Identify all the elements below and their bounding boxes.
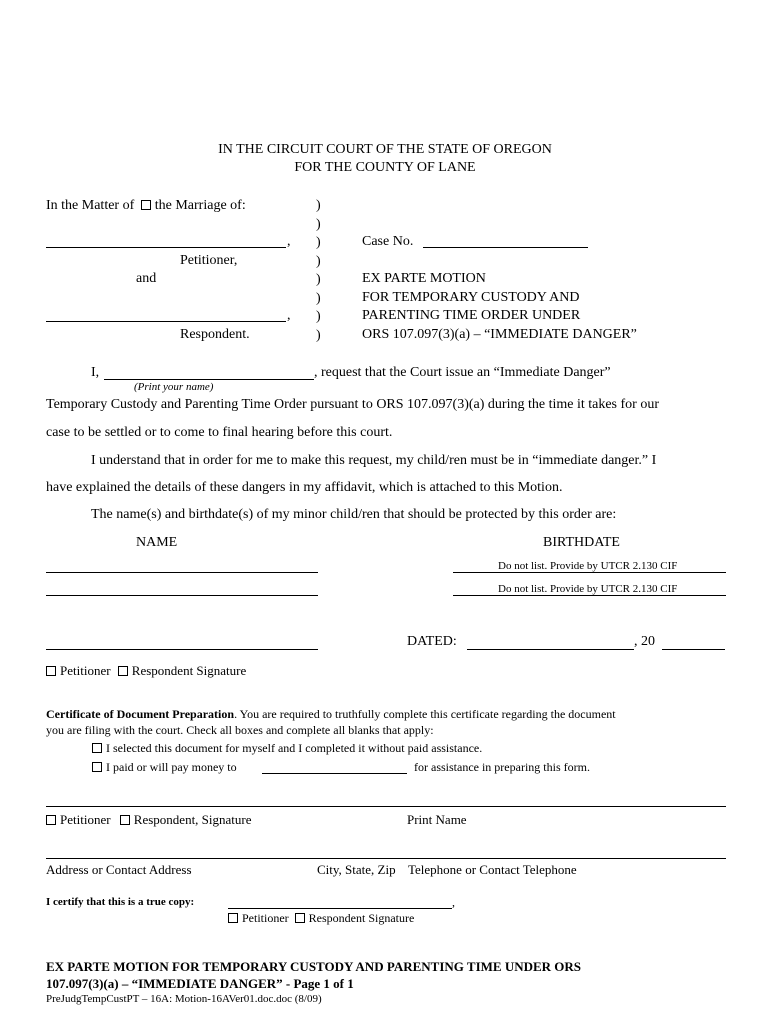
footer-file-ref: PreJudgTempCustPT – 16A: Motion-16AVer01.doc.doc (8/09) bbox=[46, 993, 322, 1005]
certify-petitioner-label: Petitioner bbox=[242, 911, 289, 925]
certify-role-line bbox=[228, 911, 414, 926]
preparer-role-line bbox=[46, 812, 252, 828]
petitioner-label: Petitioner, bbox=[180, 253, 238, 268]
certificate-intro-line2: you are filing with the court. Check all boxes and complete all blanks that apply: bbox=[46, 723, 434, 737]
preparer-signature-line[interactable] bbox=[46, 806, 726, 807]
your-name-input[interactable] bbox=[104, 379, 314, 380]
certify-comma: , bbox=[452, 895, 455, 909]
respondent-checkbox[interactable] bbox=[118, 666, 128, 676]
preparer-respondent-label: Respondent, Signature bbox=[133, 812, 252, 827]
motion-title-line4: ORS 107.097(3)(a) – “IMMEDIATE DANGER” bbox=[362, 327, 637, 342]
caption-paren-column bbox=[316, 197, 321, 345]
birthdate-note-1: Do not list. Provide by UTCR 2.130 CIF bbox=[498, 560, 678, 572]
dated-year-prefix: , 20 bbox=[634, 634, 655, 649]
case-no-label: Case No. bbox=[362, 234, 414, 249]
option2-suffix: for assistance in preparing this form. bbox=[414, 760, 590, 774]
petitioner-comma: , bbox=[287, 234, 291, 249]
name-column-header: NAME bbox=[136, 535, 178, 550]
birthdate-note-2: Do not list. Provide by UTCR 2.130 CIF bbox=[498, 583, 678, 595]
paren: ) bbox=[316, 327, 321, 343]
case-no-input[interactable] bbox=[423, 247, 588, 248]
paren: ) bbox=[316, 272, 321, 287]
telephone-label: Telephone or Contact Telephone bbox=[408, 862, 577, 877]
birthdate-column-header: BIRTHDATE bbox=[543, 535, 620, 550]
in-matter-line bbox=[46, 198, 246, 214]
motion-title-line3: PARENTING TIME ORDER UNDER bbox=[362, 308, 581, 323]
in-matter-suffix: the Marriage of: bbox=[154, 198, 246, 213]
child-birthdate-line-2 bbox=[453, 595, 726, 596]
dated-day-input[interactable] bbox=[467, 649, 634, 650]
self-prepared-checkbox[interactable] bbox=[92, 743, 102, 753]
para1-line2: Temporary Custody and Parenting Time Order pursuant to ORS 107.097(3)(a) during the time it takes for our bbox=[46, 397, 659, 412]
petitioner-checkbox[interactable] bbox=[46, 666, 56, 676]
dated-label: DATED: bbox=[407, 634, 457, 649]
para1-line3: case to be settled or to come to final hearing before this court. bbox=[46, 425, 393, 440]
sig-petitioner-label: Petitioner bbox=[60, 663, 111, 678]
dated-year-input[interactable] bbox=[662, 649, 725, 650]
print-name-hint: (Print your name) bbox=[134, 381, 214, 393]
certify-signature-line[interactable] bbox=[228, 908, 452, 909]
print-name-label: Print Name bbox=[407, 812, 467, 827]
para3: The name(s) and birthdate(s) of my minor child/ren that should be protected by this order are: bbox=[91, 507, 617, 522]
child-name-input-2[interactable] bbox=[46, 595, 318, 596]
para2-line2: have explained the details of these dangers in my affidavit, which is attached to this Motion. bbox=[46, 480, 563, 495]
paren: ) bbox=[316, 198, 321, 213]
paren: ) bbox=[316, 290, 321, 306]
paren: ) bbox=[316, 216, 321, 232]
in-matter-prefix: In the Matter of bbox=[46, 198, 135, 213]
footer-title-line2: 107.097(3)(a) – “IMMEDIATE DANGER” - Page 1 of 1 bbox=[46, 976, 354, 991]
preparer-respondent-checkbox[interactable] bbox=[120, 815, 130, 825]
address-line[interactable] bbox=[46, 858, 726, 859]
certificate-title: Certificate of Document Preparation bbox=[46, 707, 235, 721]
paid-assistance-checkbox[interactable] bbox=[92, 762, 102, 772]
court-name-line2: FOR THE COUNTY OF LANE bbox=[294, 160, 476, 175]
preparer-petitioner-checkbox[interactable] bbox=[46, 815, 56, 825]
city-state-zip-label: City, State, Zip bbox=[317, 862, 396, 877]
footer-title-line1: EX PARTE MOTION FOR TEMPORARY CUSTODY AND PARENTING TIME UNDER ORS bbox=[46, 959, 582, 974]
signature-role-line bbox=[46, 663, 246, 679]
signature-line[interactable] bbox=[46, 649, 318, 650]
preparer-petitioner-label: Petitioner bbox=[60, 812, 111, 827]
petitioner-name-blank[interactable] bbox=[46, 247, 286, 248]
option1-text: I selected this document for myself and I completed it without paid assistance. bbox=[106, 741, 483, 755]
and-label: and bbox=[136, 271, 157, 286]
certificate-option2 bbox=[92, 760, 237, 775]
sig-respondent-label: Respondent Signature bbox=[131, 663, 247, 678]
certify-respondent-checkbox[interactable] bbox=[295, 913, 305, 923]
marriage-checkbox[interactable] bbox=[141, 200, 151, 210]
certify-respondent-label: Respondent Signature bbox=[308, 911, 415, 925]
certificate-option1 bbox=[92, 741, 482, 756]
address-label: Address or Contact Address bbox=[46, 862, 192, 877]
option2-prefix: I paid or will pay money to bbox=[106, 760, 237, 774]
certify-petitioner-checkbox[interactable] bbox=[228, 913, 238, 923]
respondent-label: Respondent. bbox=[180, 327, 250, 342]
certificate-intro: . You are required to truthfully complete this certificate regarding the document bbox=[234, 707, 616, 721]
certify-label: I certify that this is a true copy: bbox=[46, 896, 195, 908]
paren: ) bbox=[316, 235, 321, 250]
i-label: I, bbox=[91, 365, 100, 380]
paren: ) bbox=[316, 253, 321, 269]
motion-title-line1: EX PARTE MOTION bbox=[362, 271, 486, 286]
child-name-input-1[interactable] bbox=[46, 572, 318, 573]
court-name-line1: IN THE CIRCUIT COURT OF THE STATE OF OREGON bbox=[218, 142, 552, 157]
child-birthdate-line-1 bbox=[453, 572, 726, 573]
respondent-name-blank[interactable] bbox=[46, 321, 286, 322]
paren: ) bbox=[316, 309, 321, 324]
para2-line1: I understand that in order for me to make this request, my child/ren must be in “immediate danger.” I bbox=[91, 453, 657, 468]
request-text: , request that the Court issue an “Immediate Danger” bbox=[314, 365, 611, 380]
motion-title-line2: FOR TEMPORARY CUSTODY AND bbox=[362, 290, 580, 305]
respondent-comma: , bbox=[287, 308, 291, 323]
certificate-intro-line1 bbox=[46, 707, 616, 722]
paid-to-input[interactable] bbox=[262, 773, 407, 774]
